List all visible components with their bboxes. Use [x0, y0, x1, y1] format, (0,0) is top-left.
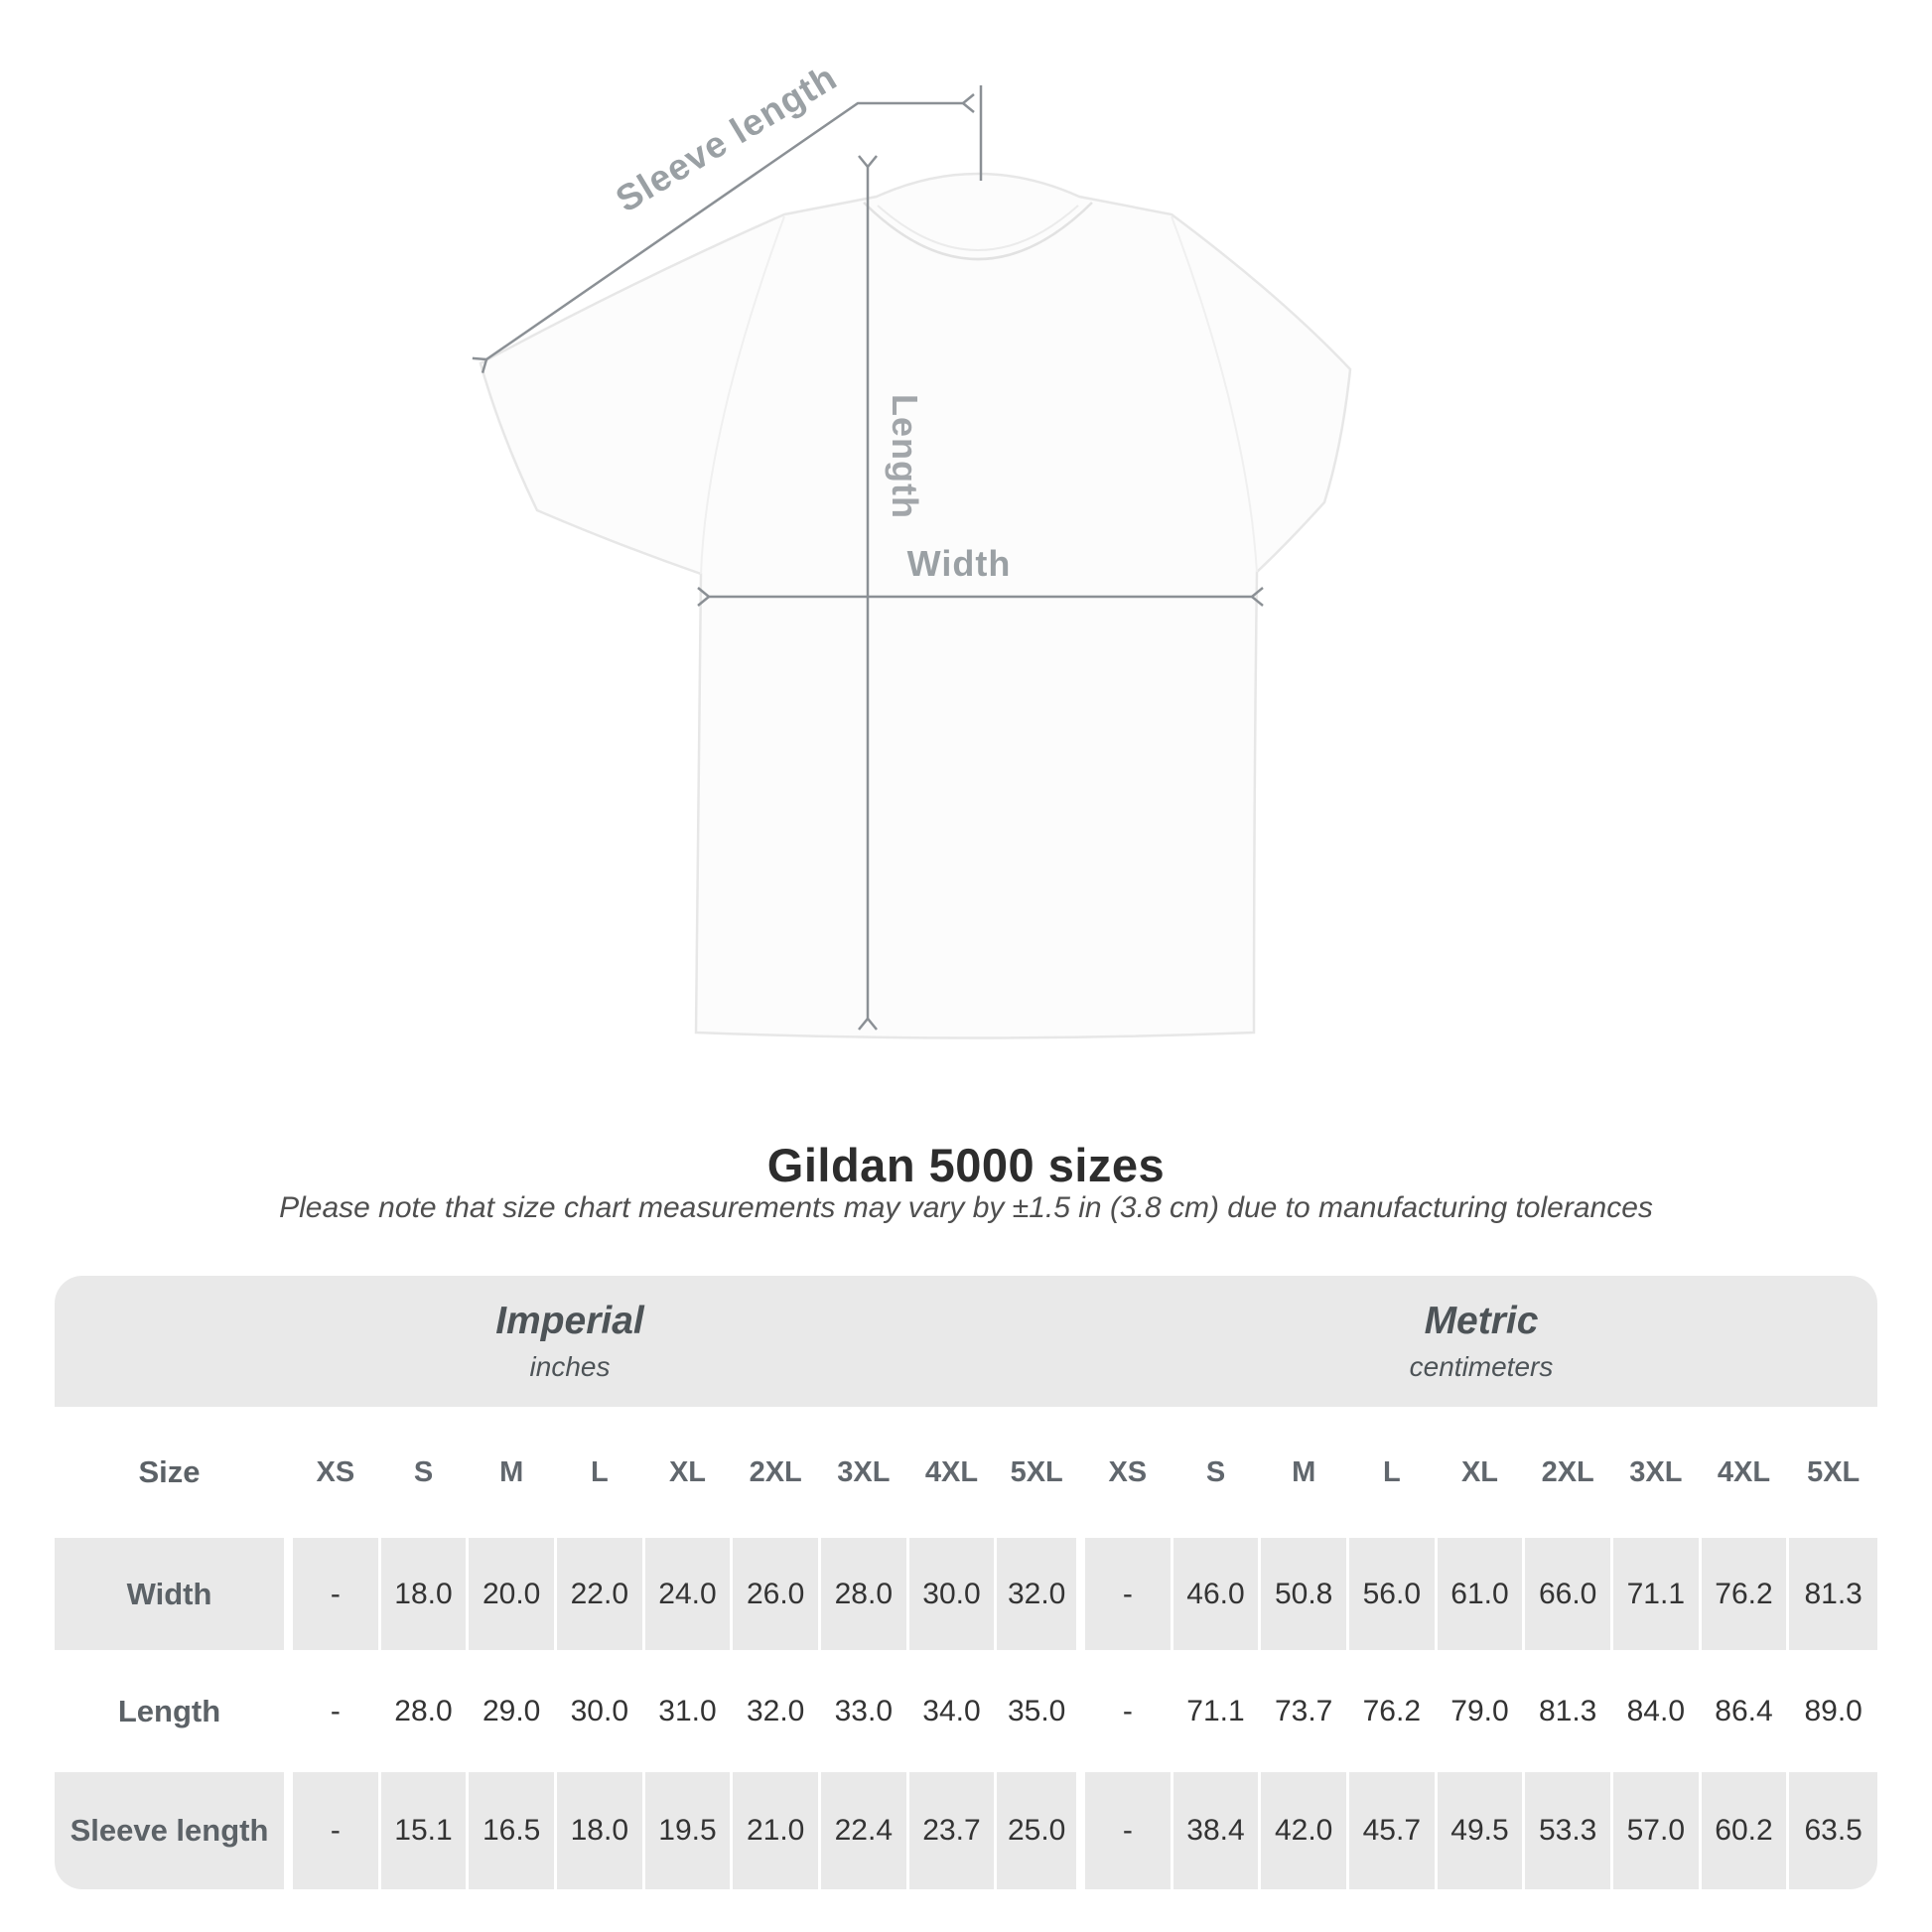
size-header-metric-s: S — [1173, 1412, 1262, 1533]
row-label: Length — [55, 1655, 293, 1767]
value-cell: 30.0 — [909, 1538, 998, 1650]
metric-unit: centimeters — [1409, 1351, 1554, 1382]
value-cell: 61.0 — [1438, 1538, 1526, 1650]
value-cell: 66.0 — [1525, 1538, 1613, 1650]
size-header-imperial-3xl: 3XL — [821, 1412, 909, 1533]
value-cell: 31.0 — [645, 1655, 734, 1767]
size-header-metric-2xl: 2XL — [1525, 1412, 1613, 1533]
value-cell: 60.2 — [1702, 1772, 1790, 1889]
row-length — [55, 1655, 1877, 1767]
value-cell: 53.3 — [1525, 1772, 1613, 1889]
value-cell: - — [293, 1772, 381, 1889]
size-column-header: Size — [55, 1412, 293, 1533]
size-header-imperial-2xl: 2XL — [733, 1412, 821, 1533]
metric-header: Metric — [1424, 1300, 1539, 1342]
size-header-metric-3xl: 3XL — [1613, 1412, 1702, 1533]
value-cell: 63.5 — [1804, 1814, 1863, 1847]
value-cell: 16.5 — [469, 1772, 557, 1889]
size-header-imperial-s: S — [381, 1412, 470, 1533]
value-cell: 32.0 — [733, 1655, 821, 1767]
value-cell: 57.0 — [1613, 1772, 1702, 1889]
size-header-imperial-xs: XS — [293, 1412, 381, 1533]
value-cell: 84.0 — [1613, 1655, 1702, 1767]
value-cell: 45.7 — [1349, 1772, 1438, 1889]
row-width — [55, 1538, 1877, 1650]
value-cell: 71.1 — [1613, 1538, 1702, 1650]
value-cell: 89.0 — [1804, 1694, 1863, 1727]
value-cell: 49.5 — [1438, 1772, 1526, 1889]
size-header-metric-l: L — [1349, 1412, 1438, 1533]
size-table — [55, 1276, 1877, 1889]
metric-header-group — [1085, 1276, 1877, 1407]
sleeve-length-label: Sleeve length — [609, 56, 844, 220]
value-cell: - — [1085, 1772, 1173, 1889]
size-header-imperial-4xl: 4XL — [909, 1412, 998, 1533]
value-cell: 50.8 — [1261, 1538, 1349, 1650]
value-cell: 21.0 — [733, 1772, 821, 1889]
value-cell: 56.0 — [1349, 1538, 1438, 1650]
size-header-row — [55, 1412, 1877, 1533]
value-cell: 73.7 — [1261, 1655, 1349, 1767]
value-cell: 81.3 — [1525, 1655, 1613, 1767]
length-label: Length — [885, 394, 925, 519]
value-cell: 71.1 — [1173, 1655, 1262, 1767]
value-cell: 33.0 — [821, 1655, 909, 1767]
value-cell: - — [1085, 1655, 1173, 1767]
value-cell: 46.0 — [1173, 1538, 1262, 1650]
value-cell: 32.0 — [997, 1538, 1085, 1650]
size-header-imperial-5xl: 5XL — [997, 1412, 1085, 1533]
unit-header-row — [55, 1276, 1877, 1407]
value-cell: 28.0 — [381, 1655, 470, 1767]
value-cell: - — [1085, 1538, 1173, 1650]
size-header-imperial-m: M — [469, 1412, 557, 1533]
value-cell: 26.0 — [733, 1538, 821, 1650]
value-cell: 79.0 — [1438, 1655, 1526, 1767]
value-cell: 18.0 — [381, 1538, 470, 1650]
value-cell: 28.0 — [821, 1538, 909, 1650]
value-cell: 22.0 — [557, 1538, 645, 1650]
value-cell: 86.4 — [1702, 1655, 1790, 1767]
row-label: Sleeve length — [55, 1772, 293, 1889]
page-title: Gildan 5000 sizes — [766, 1139, 1166, 1191]
value-cell: 15.1 — [381, 1772, 470, 1889]
value-cell: - — [293, 1538, 381, 1650]
value-cell: 22.4 — [821, 1772, 909, 1889]
value-cell: 23.7 — [909, 1772, 998, 1889]
value-cell: 25.0 — [997, 1772, 1085, 1889]
value-cell: 34.0 — [909, 1655, 998, 1767]
imperial-header: Imperial — [495, 1300, 644, 1342]
value-cell: - — [293, 1655, 381, 1767]
value-cell: 42.0 — [1261, 1772, 1349, 1889]
value-cell: 76.2 — [1702, 1538, 1790, 1650]
value-cell: 38.4 — [1173, 1772, 1262, 1889]
imperial-header-group — [55, 1276, 1085, 1407]
size-header-metric-5xl: 5XL — [1807, 1455, 1861, 1488]
size-header-metric-4xl: 4XL — [1702, 1412, 1790, 1533]
value-cell: 18.0 — [557, 1772, 645, 1889]
row-label: Width — [55, 1538, 293, 1650]
value-cell: 76.2 — [1349, 1655, 1438, 1767]
value-cell: 29.0 — [469, 1655, 557, 1767]
value-cell: 30.0 — [557, 1655, 645, 1767]
value-cell: 35.0 — [997, 1655, 1085, 1767]
value-cell: 24.0 — [645, 1538, 734, 1650]
size-header-metric-xs: XS — [1085, 1412, 1173, 1533]
value-cell: 20.0 — [469, 1538, 557, 1650]
size-header-metric-m: M — [1261, 1412, 1349, 1533]
tshirt-body — [481, 174, 1350, 1038]
value-cell: 81.3 — [1804, 1577, 1863, 1610]
size-header-imperial-l: L — [557, 1412, 645, 1533]
size-header-metric-xl: XL — [1438, 1412, 1526, 1533]
row-sleeve-length — [55, 1772, 1877, 1889]
imperial-unit: inches — [529, 1351, 611, 1382]
width-label: Width — [906, 543, 1012, 584]
value-cell: 19.5 — [645, 1772, 734, 1889]
size-header-imperial-xl: XL — [645, 1412, 734, 1533]
tolerance-note: Please note that size chart measurements may vary by ±1.5 in (3.8 cm) due to manufacturing tolerances — [279, 1191, 1653, 1224]
